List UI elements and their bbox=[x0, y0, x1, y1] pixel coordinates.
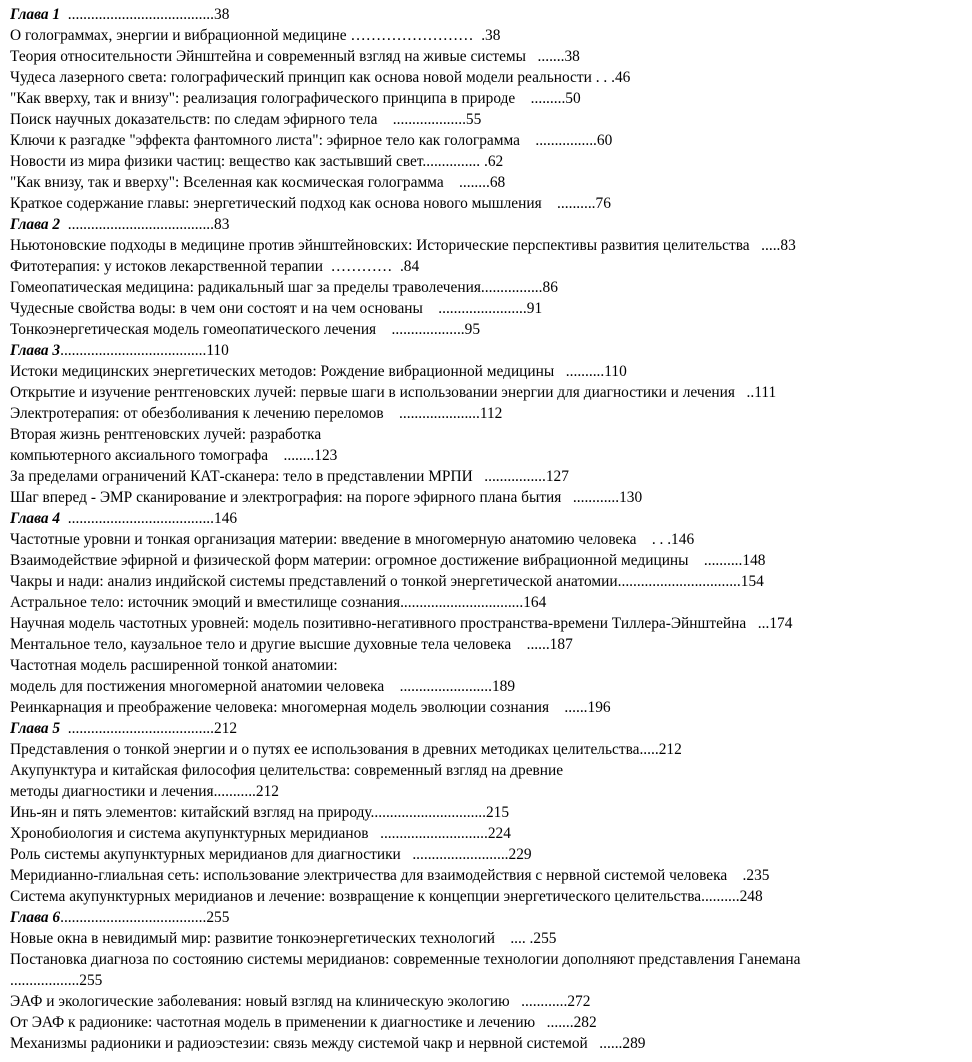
chapter-leader-dots: ...................................... bbox=[60, 342, 207, 359]
toc-entry: Астральное тело: источник эмоций и вместилище сознания................................164 bbox=[10, 594, 547, 611]
toc-entry: Постановка диагноза по состоянию системы меридианов: современные технологии дополняют представления Ганемана bbox=[10, 951, 801, 968]
toc-entry: компьютерного аксиального томографа ........123 bbox=[10, 447, 338, 464]
chapter-leader-dots: ...................................... bbox=[60, 216, 214, 233]
toc-entry: Частотная модель расширенной тонкой анатомии: bbox=[10, 657, 338, 674]
chapter-heading bbox=[10, 214, 972, 235]
chapter-leader-dots: ...................................... bbox=[60, 720, 214, 737]
chapter-heading bbox=[10, 907, 972, 928]
toc-entry: О голограммах, энергии и вибрационной медицине …………………… .38 bbox=[10, 27, 501, 44]
table-of-contents bbox=[10, 4, 972, 1054]
toc-entry: За пределами ограничений КАТ-сканера: тело в представлении МРПИ ................127 bbox=[10, 468, 569, 485]
toc-entry: Шаг вперед - ЭМР сканирование и электрография: на пороге эфирного плана бытия ............130 bbox=[10, 489, 643, 506]
toc-entry: Чакры и нади: анализ индийской системы представлений о тонкой энергетической анатомии................................154 bbox=[10, 573, 764, 590]
toc-entry: Гомеопатическая медицина: радикальный шаг за пределы траволечения................86 bbox=[10, 279, 558, 296]
chapter-page-number: 146 bbox=[214, 510, 238, 527]
toc-entry: Представления о тонкой энергии и о путях ее использования в древних методиках целительства.....212 bbox=[10, 741, 682, 758]
toc-entry: Система акупунктурных меридианов и лечение: возвращение к концепции энергетического целительства..........248 bbox=[10, 888, 763, 905]
chapter-leader-dots: ...................................... bbox=[60, 6, 214, 23]
chapter-label: Глава 5 bbox=[10, 720, 61, 737]
chapter-label: Глава 3 bbox=[10, 342, 61, 359]
toc-entry: Ментальное тело, каузальное тело и другие высшие духовные тела человека ......187 bbox=[10, 636, 573, 653]
toc-entry: Научная модель частотных уровней: модель позитивно-негативного пространства-времени Тиллера-Эйнштейна ...174 bbox=[10, 615, 793, 632]
toc-entry: Ключи к разгадке "эффекта фантомного листа": эфирное тело как голограмма ................60 bbox=[10, 132, 613, 149]
chapter-leader-dots: ...................................... bbox=[60, 510, 214, 527]
toc-entry: Поиск научных доказательств: по следам эфирного тела ...................55 bbox=[10, 111, 482, 128]
toc-entry: ..................255 bbox=[10, 972, 103, 989]
toc-entry: "Как вверху, так и внизу": реализация голографического принципа в природе .........50 bbox=[10, 90, 581, 107]
chapter-page-number: 38 bbox=[214, 6, 230, 23]
toc-entry: Чудесные свойства воды: в чем они состоят и на чем основаны .......................91 bbox=[10, 300, 543, 317]
toc-entry: Роль системы акупунктурных меридианов для диагностики .........................229 bbox=[10, 846, 532, 863]
chapter-page-number: 83 bbox=[214, 216, 230, 233]
chapter-label: Глава 1 bbox=[10, 6, 61, 23]
chapter-page-number: 110 bbox=[206, 342, 229, 359]
chapter-label: Глава 2 bbox=[10, 216, 61, 233]
chapter-page-number: 255 bbox=[206, 909, 230, 926]
toc-entry: Инь-ян и пять элементов: китайский взгляд на природу..............................215 bbox=[10, 804, 510, 821]
toc-entry: методы диагностики и лечения...........212 bbox=[10, 783, 279, 800]
chapter-label: Глава 4 bbox=[10, 510, 61, 527]
toc-entry: Меридианно-глиальная сеть: использование электричества для взаимодействия с нервной системой человека .235 bbox=[10, 867, 770, 884]
toc-entry: Чудеса лазерного света: голографический принцип как основа новой модели реальности . . .46 bbox=[10, 69, 631, 86]
toc-entry: От ЭАФ к радионике: частотная модель в применении к диагностике и лечению .......282 bbox=[10, 1014, 597, 1031]
toc-entry: Электротерапия: от обезболивания к лечению переломов .....................112 bbox=[10, 405, 503, 422]
chapter-page-number: 212 bbox=[214, 720, 238, 737]
toc-entry: Ньютоновские подходы в медицине против эйнштейновских: Исторические перспективы развития целительства .....83 bbox=[10, 237, 796, 254]
toc-entry: Теория относительности Эйнштейна и современный взгляд на живые системы .......38 bbox=[10, 48, 580, 65]
toc-entry: Новые окна в невидимый мир: развитие тонкоэнергетических технологий .... .255 bbox=[10, 930, 557, 947]
toc-entry: Вторая жизнь рентгеновских лучей: разработка bbox=[10, 426, 322, 443]
chapter-heading bbox=[10, 718, 972, 739]
toc-entry: Тонкоэнергетическая модель гомеопатического лечения ...................95 bbox=[10, 321, 481, 338]
toc-entry: Краткое содержание главы: энергетический подход как основа нового мышления ..........76 bbox=[10, 195, 611, 212]
toc-entry: Новости из мира физики частиц: вещество как застывший свет............... .62 bbox=[10, 153, 504, 170]
toc-entry: Акупунктура и китайская философия целительства: современный взгляд на древние bbox=[10, 762, 564, 779]
toc-entry: "Как внизу, так и вверху": Вселенная как космическая голограмма ........68 bbox=[10, 174, 506, 191]
toc-entry: Взаимодействие эфирной и физической форм материи: огромное достижение вибрационной медицины ..........148 bbox=[10, 552, 766, 569]
toc-entry: Реинкарнация и преображение человека: многомерная модель эволюции сознания ......196 bbox=[10, 699, 611, 716]
toc-entry: ЭАФ и экологические заболевания: новый взгляд на клиническую экологию ............272 bbox=[10, 993, 591, 1010]
toc-entry: Истоки медицинских энергетических методов: Рождение вибрационной медицины ..........110 bbox=[10, 363, 627, 380]
toc-entry: Открытие и изучение рентгеновских лучей: первые шаги в использовании энергии для диагностики и лечения ..111 bbox=[10, 384, 777, 401]
toc-entry: Хронобиология и система акупунктурных меридианов ............................224 bbox=[10, 825, 511, 842]
chapter-heading bbox=[10, 508, 972, 529]
toc-entry: Фитотерапия: у истоков лекарственной терапии ………… .84 bbox=[10, 258, 420, 275]
toc-entry: Механизмы радионики и радиоэстезии: связь между системой чакр и нервной системой ......289 bbox=[10, 1035, 646, 1052]
chapter-heading bbox=[10, 4, 972, 25]
chapter-heading bbox=[10, 340, 972, 361]
chapter-label: Глава 6 bbox=[10, 909, 61, 926]
toc-entry: модель для постижения многомерной анатомии человека ........................189 bbox=[10, 678, 516, 695]
toc-entry: Частотные уровни и тонкая организация материи: введение в многомерную анатомию человека . . .146 bbox=[10, 531, 695, 548]
chapter-leader-dots: ...................................... bbox=[60, 909, 207, 926]
